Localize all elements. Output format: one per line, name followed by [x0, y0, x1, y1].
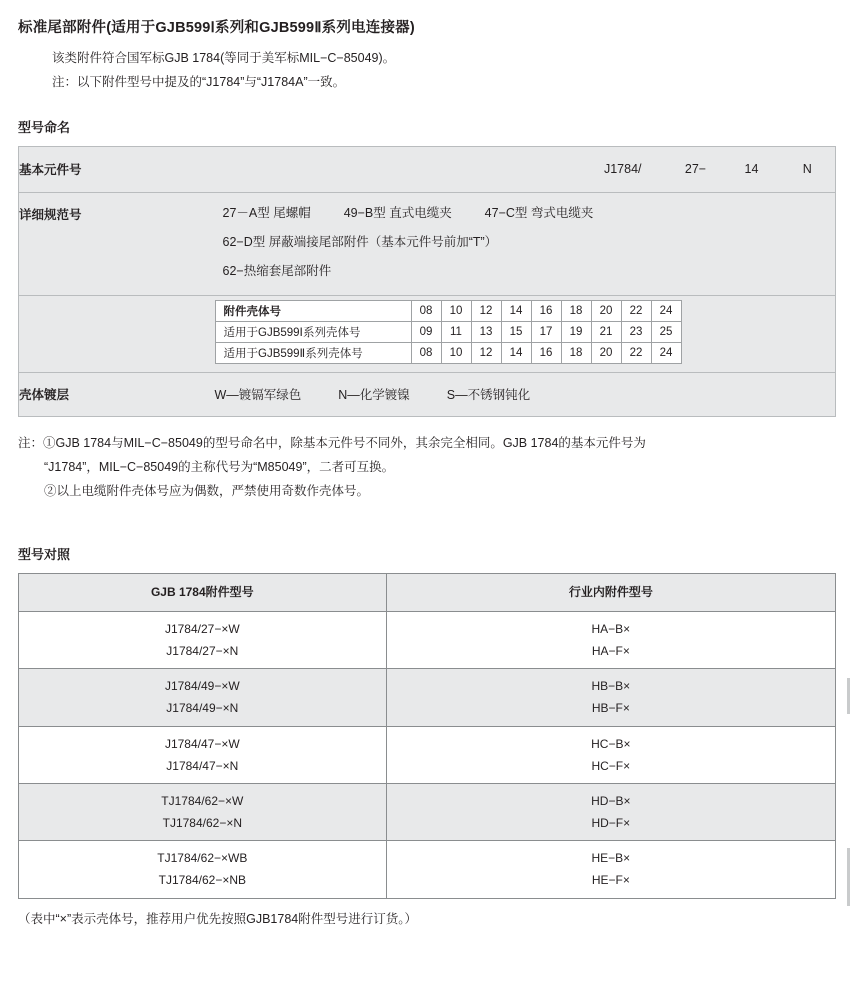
comparison-header-gjb: GJB 1784附件型号: [19, 573, 387, 611]
table-row: [19, 611, 836, 668]
basic-cell-3: N: [802, 162, 812, 176]
comparison-row-2-right-a: HB−B×: [591, 679, 631, 694]
comparison-row-1-left-b: J1784/27−×N: [166, 643, 239, 658]
shell-r3-c7: 20: [591, 342, 621, 363]
comparison-row-4-right-a: HD−B×: [591, 793, 631, 808]
plating-item-2: N—化学镀镍: [338, 388, 410, 403]
comparison-row-1-right-b: HA−F×: [591, 643, 630, 658]
shell-r2-c2: 11: [441, 321, 471, 342]
comparison-row-5-right-b: HE−F×: [591, 873, 630, 888]
shell-r2-c9: 25: [651, 321, 681, 342]
comparison-row-4-left-b: TJ1784/62−×N: [162, 816, 243, 831]
comparison-row-4-left: [19, 783, 387, 840]
comparison-footnote: （表中“×”表示壳体号，推荐用户优先按照GJB1784附件型号进行订货。）: [18, 911, 417, 926]
shell-r1-c5: 16: [531, 300, 561, 321]
intro-line-1: 该类附件符合国军标GJB 1784(等同于美军标MIL−C−85049)。: [52, 51, 396, 65]
comparison-row-2-right-b: HB−F×: [591, 701, 630, 716]
naming-table: [18, 146, 836, 417]
naming-row-plating: [19, 372, 836, 416]
basic-element-code: J1784/: [603, 162, 642, 176]
shell-r1-c3: 12: [471, 300, 501, 321]
comparison-row-4-right-b: HD−F×: [591, 816, 631, 831]
plating-item-3: S—不锈钢钝化: [446, 388, 531, 403]
shell-r1-c7: 20: [591, 300, 621, 321]
comparison-row-4-left-a: TJ1784/62−×W: [161, 793, 244, 808]
shell-row-1-label: 附件壳体号: [215, 300, 411, 321]
detail-line-3: 62−热缩套尾部附件: [222, 264, 332, 279]
shell-row-series1: [215, 321, 681, 342]
comparison-row-3-right: [386, 726, 835, 783]
shell-row-3-label: 适用于GJB599Ⅱ系列壳体号: [215, 342, 411, 363]
comparison-row-5-right-a: HE−B×: [591, 851, 631, 866]
naming-row-detail: [19, 192, 836, 295]
detail-line-1-a: 27－A型 尾螺帽: [222, 205, 311, 220]
plating-label: 壳体镀层: [19, 388, 70, 403]
basic-cell-1: 27−: [684, 162, 707, 176]
shell-r2-c3: 13: [471, 321, 501, 342]
comparison-header-row: [19, 573, 836, 611]
comparison-header-industry: 行业内附件型号: [386, 573, 835, 611]
shell-r1-c6: 18: [561, 300, 591, 321]
shell-r1-c9: 24: [651, 300, 681, 321]
naming-row-basic: [19, 146, 836, 192]
table-row: [19, 669, 836, 726]
intro-line-2: 注：以下附件型号中提及的“J1784”与“J1784A”一致。: [52, 74, 346, 89]
note-line-3: ②以上电缆附件壳体号应为偶数，严禁使用奇数作壳体号。: [44, 484, 370, 499]
note-line-2: “J1784”，MIL−C−85049的主称代号为“M85049”，二者可互换。: [44, 460, 395, 474]
shell-r2-c6: 19: [561, 321, 591, 342]
shell-r3-c1: 08: [411, 342, 441, 363]
comparison-row-3-left-b: J1784/47−×N: [166, 758, 239, 773]
comparison-row-2-right: [386, 669, 835, 726]
plating-items: [119, 385, 836, 403]
comparison-row-3-right-a: HC−B×: [591, 736, 631, 751]
detail-line-1-b: 49−B型 直式电缆夹: [343, 205, 452, 220]
comparison-row-2-left-b: J1784/49−×N: [166, 701, 239, 716]
shell-r2-c7: 21: [591, 321, 621, 342]
basic-element-label: 基本元件号: [19, 163, 82, 177]
shell-r3-c5: 16: [531, 342, 561, 363]
shell-r1-c8: 22: [621, 300, 651, 321]
naming-row-shell: [19, 295, 836, 372]
shell-r2-c5: 17: [531, 321, 561, 342]
shell-r3-c8: 22: [621, 342, 651, 363]
page-title: 标准尾部附件(适用于GJB599Ⅰ系列和GJB599Ⅱ系列电连接器): [18, 20, 415, 36]
detail-line-1: [119, 199, 836, 228]
shell-r1-c4: 14: [501, 300, 531, 321]
comparison-row-5-left-a: TJ1784/62−×WB: [157, 851, 248, 866]
table-row: [19, 783, 836, 840]
shell-r3-c2: 10: [441, 342, 471, 363]
comparison-row-5-right: [386, 841, 835, 898]
shell-row-2-label: 适用于GJB599Ⅰ系列壳体号: [215, 321, 411, 342]
comparison-table: [18, 573, 836, 899]
detail-line-1-c: 47−C型 弯式电缆夹: [484, 205, 594, 220]
comparison-row-2-left-a: J1784/49−×W: [164, 679, 240, 694]
section-heading-comparison: 型号对照: [18, 546, 71, 562]
shell-r3-c4: 14: [501, 342, 531, 363]
shell-r3-c6: 18: [561, 342, 591, 363]
basic-cell-2: 14: [744, 162, 759, 176]
shell-r3-c9: 24: [651, 342, 681, 363]
shell-row-accessory: [215, 300, 681, 321]
comparison-row-1-left: [19, 611, 387, 668]
plating-cell: [119, 372, 836, 416]
comparison-row-3-right-b: HC−F×: [591, 758, 631, 773]
detail-line-2: 62−D型 屏蔽端接尾部附件（基本元件号前加“T”）: [222, 234, 498, 249]
shell-r1-c1: 08: [411, 300, 441, 321]
comparison-row-3-left: [19, 726, 387, 783]
plating-item-1: W—镀镉军绿色: [214, 388, 302, 403]
shell-r1-c2: 10: [441, 300, 471, 321]
comparison-row-5-left: [19, 841, 387, 898]
comparison-row-3-left-a: J1784/47−×W: [164, 736, 240, 751]
comparison-row-1-right: [386, 611, 835, 668]
shell-number-wrap: [119, 296, 836, 372]
shell-r2-c1: 09: [411, 321, 441, 342]
note-line-1: 注：①GJB 1784与MIL−C−85049的型号命名中，除基本元件号不同外，其余完全相同。GJB 1784的基本元件号为: [18, 435, 646, 450]
detail-spec-cell: [119, 192, 836, 295]
table-row: [19, 726, 836, 783]
section-heading-naming: 型号命名: [18, 119, 71, 135]
notes-block: [18, 431, 834, 504]
table-row: [19, 841, 836, 898]
shell-label-blank: [19, 295, 119, 372]
shell-r2-c8: 23: [621, 321, 651, 342]
comparison-row-5-left-b: TJ1784/62−×NB: [158, 873, 247, 888]
comparison-row-2-left: [19, 669, 387, 726]
comparison-row-4-right: [386, 783, 835, 840]
shell-number-cell: [119, 295, 836, 372]
comparison-row-1-right-a: HA−B×: [591, 621, 631, 636]
shell-number-table: [215, 300, 682, 364]
shell-r3-c3: 12: [471, 342, 501, 363]
detail-spec-list: [119, 193, 836, 295]
comparison-row-1-left-a: J1784/27−×W: [164, 621, 240, 636]
detail-spec-label: 详细规范号: [19, 207, 82, 222]
shell-row-series2: [215, 342, 681, 363]
shell-r2-c4: 15: [501, 321, 531, 342]
